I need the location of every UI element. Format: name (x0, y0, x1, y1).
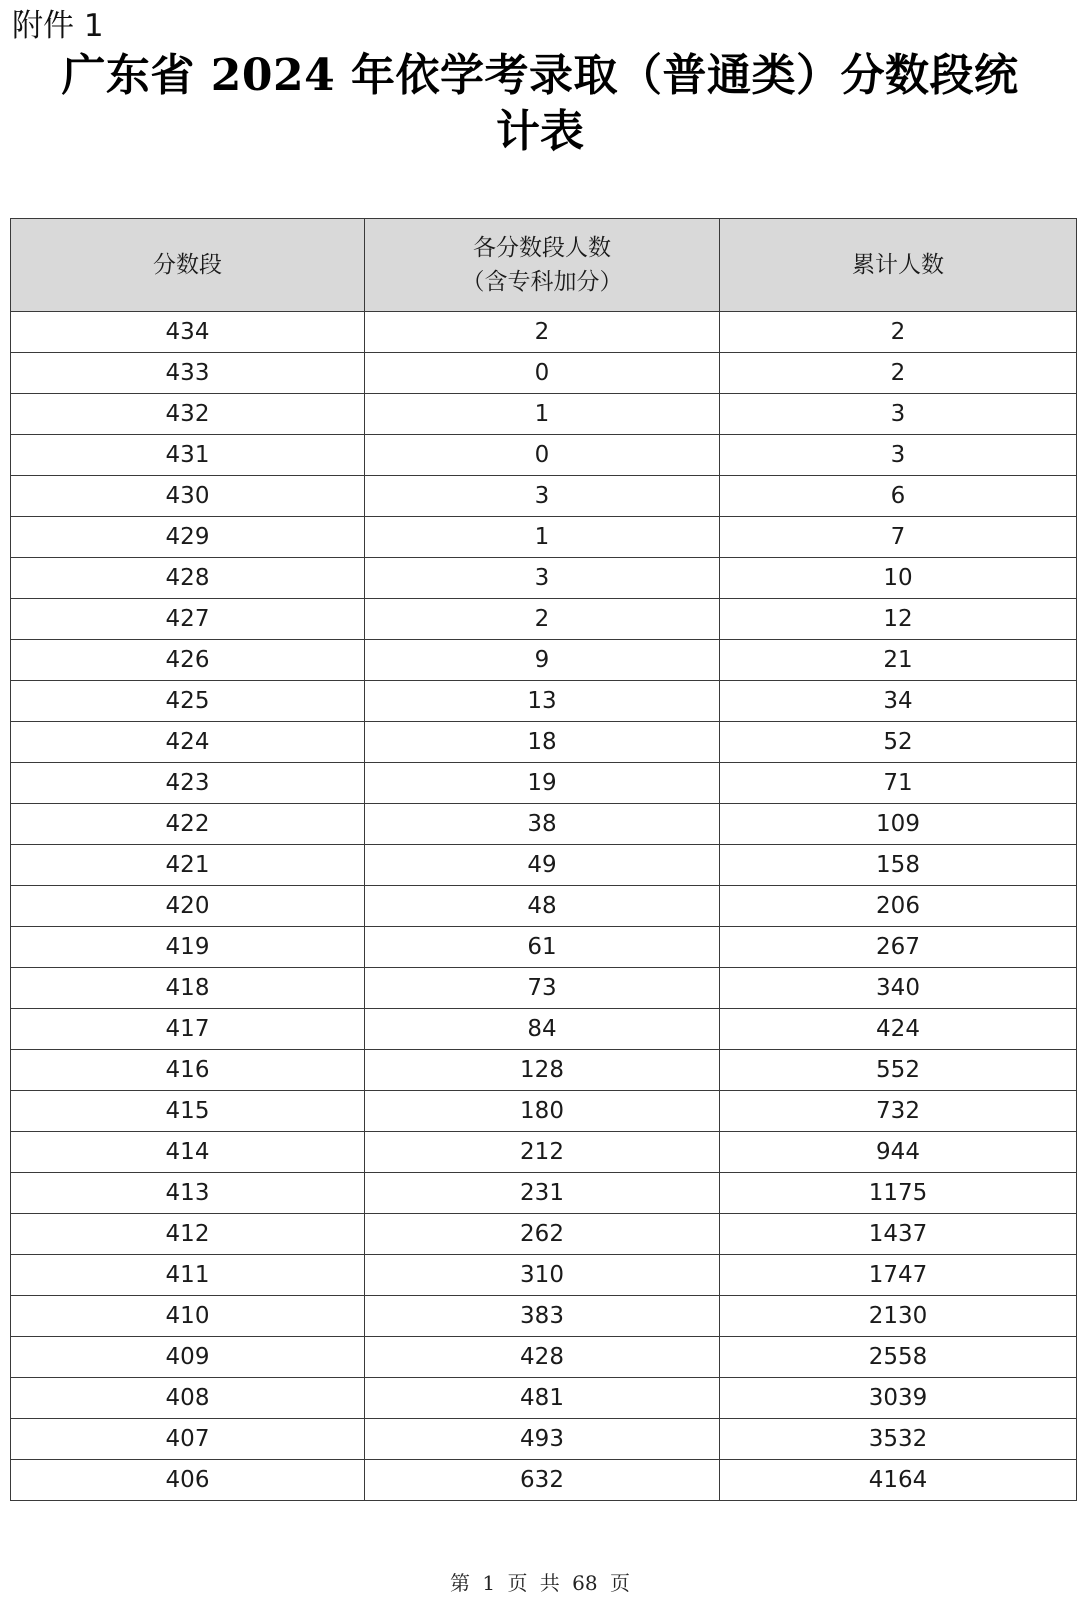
cell-score: 415 (11, 1091, 365, 1132)
cell-score: 407 (11, 1419, 365, 1460)
table-row (11, 1214, 1077, 1255)
cell-cumulative: 6 (720, 476, 1077, 517)
cell-cumulative: 1747 (720, 1255, 1077, 1296)
cell-cumulative: 206 (720, 886, 1077, 927)
table-row (11, 927, 1077, 968)
header-count-per-range (365, 219, 720, 312)
cell-cumulative: 1175 (720, 1173, 1077, 1214)
table-row (11, 1296, 1077, 1337)
table-row (11, 1091, 1077, 1132)
cell-cumulative: 71 (720, 763, 1077, 804)
cell-score: 432 (11, 394, 365, 435)
cell-cumulative: 3 (720, 435, 1077, 476)
cell-score: 417 (11, 1009, 365, 1050)
cell-score: 423 (11, 763, 365, 804)
table-row (11, 394, 1077, 435)
cell-cumulative: 12 (720, 599, 1077, 640)
table-row (11, 312, 1077, 353)
table-row (11, 845, 1077, 886)
cell-cumulative: 552 (720, 1050, 1077, 1091)
cell-score: 412 (11, 1214, 365, 1255)
cell-score: 434 (11, 312, 365, 353)
cell-count: 481 (365, 1378, 720, 1419)
cell-count: 231 (365, 1173, 720, 1214)
header-cumulative-count: 累计人数 (720, 219, 1077, 312)
cell-count: 0 (365, 353, 720, 394)
table-row (11, 435, 1077, 476)
cell-count: 61 (365, 927, 720, 968)
cell-score: 416 (11, 1050, 365, 1091)
cell-count: 18 (365, 722, 720, 763)
table-row (11, 1050, 1077, 1091)
cell-count: 180 (365, 1091, 720, 1132)
cell-cumulative: 340 (720, 968, 1077, 1009)
table-row (11, 1009, 1077, 1050)
cell-count: 49 (365, 845, 720, 886)
cell-count: 310 (365, 1255, 720, 1296)
cell-count: 383 (365, 1296, 720, 1337)
cell-cumulative: 3 (720, 394, 1077, 435)
cell-score: 427 (11, 599, 365, 640)
cell-cumulative: 21 (720, 640, 1077, 681)
cell-count: 212 (365, 1132, 720, 1173)
table-row (11, 558, 1077, 599)
table-row (11, 1337, 1077, 1378)
table-row (11, 599, 1077, 640)
cell-score: 422 (11, 804, 365, 845)
cell-count: 1 (365, 517, 720, 558)
cell-score: 420 (11, 886, 365, 927)
cell-count: 38 (365, 804, 720, 845)
page-title-line-1: 广东省 2024 年依学考录取（普通类）分数段统 (61, 50, 1019, 101)
table-row (11, 1132, 1077, 1173)
table-row (11, 353, 1077, 394)
cell-score: 411 (11, 1255, 365, 1296)
cell-cumulative: 3532 (720, 1419, 1077, 1460)
cell-cumulative: 52 (720, 722, 1077, 763)
cell-score: 414 (11, 1132, 365, 1173)
table-row (11, 1460, 1077, 1501)
cell-score: 428 (11, 558, 365, 599)
cell-cumulative: 109 (720, 804, 1077, 845)
cell-score: 406 (11, 1460, 365, 1501)
table-row (11, 886, 1077, 927)
cell-score: 409 (11, 1337, 365, 1378)
table-header (11, 219, 1077, 312)
cell-score: 421 (11, 845, 365, 886)
table-row (11, 804, 1077, 845)
table-row (11, 722, 1077, 763)
cell-count: 9 (365, 640, 720, 681)
cell-count: 19 (365, 763, 720, 804)
cell-cumulative: 3039 (720, 1378, 1077, 1419)
cell-score: 426 (11, 640, 365, 681)
cell-count: 632 (365, 1460, 720, 1501)
cell-score: 418 (11, 968, 365, 1009)
cell-cumulative: 10 (720, 558, 1077, 599)
cell-count: 3 (365, 476, 720, 517)
header-count-per-range-line-1: 各分数段人数 (473, 235, 611, 261)
cell-count: 2 (365, 312, 720, 353)
header-count-per-range-line-2: （含专科加分） (461, 269, 623, 295)
table-row (11, 476, 1077, 517)
cell-score: 419 (11, 927, 365, 968)
cell-cumulative: 158 (720, 845, 1077, 886)
cell-count: 493 (365, 1419, 720, 1460)
cell-count: 13 (365, 681, 720, 722)
cell-count: 0 (365, 435, 720, 476)
cell-count: 1 (365, 394, 720, 435)
cell-count: 84 (365, 1009, 720, 1050)
cell-score: 431 (11, 435, 365, 476)
cell-cumulative: 2 (720, 312, 1077, 353)
table-row (11, 681, 1077, 722)
cell-count: 3 (365, 558, 720, 599)
cell-cumulative: 7 (720, 517, 1077, 558)
cell-cumulative: 34 (720, 681, 1077, 722)
header-score-range: 分数段 (11, 219, 365, 312)
table-row (11, 1419, 1077, 1460)
cell-score: 425 (11, 681, 365, 722)
page-title (0, 48, 1080, 160)
cell-cumulative: 2 (720, 353, 1077, 394)
table-row (11, 1378, 1077, 1419)
table-row (11, 640, 1077, 681)
cell-cumulative: 424 (720, 1009, 1077, 1050)
cell-score: 433 (11, 353, 365, 394)
table-row (11, 763, 1077, 804)
cell-score: 430 (11, 476, 365, 517)
cell-score: 410 (11, 1296, 365, 1337)
score-distribution-table (10, 218, 1077, 1501)
cell-count: 262 (365, 1214, 720, 1255)
cell-cumulative: 732 (720, 1091, 1077, 1132)
table-row (11, 968, 1077, 1009)
cell-score: 408 (11, 1378, 365, 1419)
attachment-label: 附件 1 (12, 8, 104, 44)
table-row (11, 1255, 1077, 1296)
cell-cumulative: 1437 (720, 1214, 1077, 1255)
cell-count: 73 (365, 968, 720, 1009)
page-footer: 第 1 页 共 68 页 (450, 1571, 630, 1595)
cell-count: 428 (365, 1337, 720, 1378)
cell-score: 429 (11, 517, 365, 558)
cell-cumulative: 2558 (720, 1337, 1077, 1378)
table-row (11, 517, 1077, 558)
cell-score: 413 (11, 1173, 365, 1214)
cell-score: 424 (11, 722, 365, 763)
table-header-row (11, 219, 1077, 312)
page-title-line-2: 计表 (496, 106, 584, 157)
table-row (11, 1173, 1077, 1214)
cell-cumulative: 4164 (720, 1460, 1077, 1501)
cell-cumulative: 267 (720, 927, 1077, 968)
cell-cumulative: 944 (720, 1132, 1077, 1173)
cell-count: 2 (365, 599, 720, 640)
cell-count: 128 (365, 1050, 720, 1091)
table-body (11, 312, 1077, 1501)
cell-cumulative: 2130 (720, 1296, 1077, 1337)
cell-count: 48 (365, 886, 720, 927)
